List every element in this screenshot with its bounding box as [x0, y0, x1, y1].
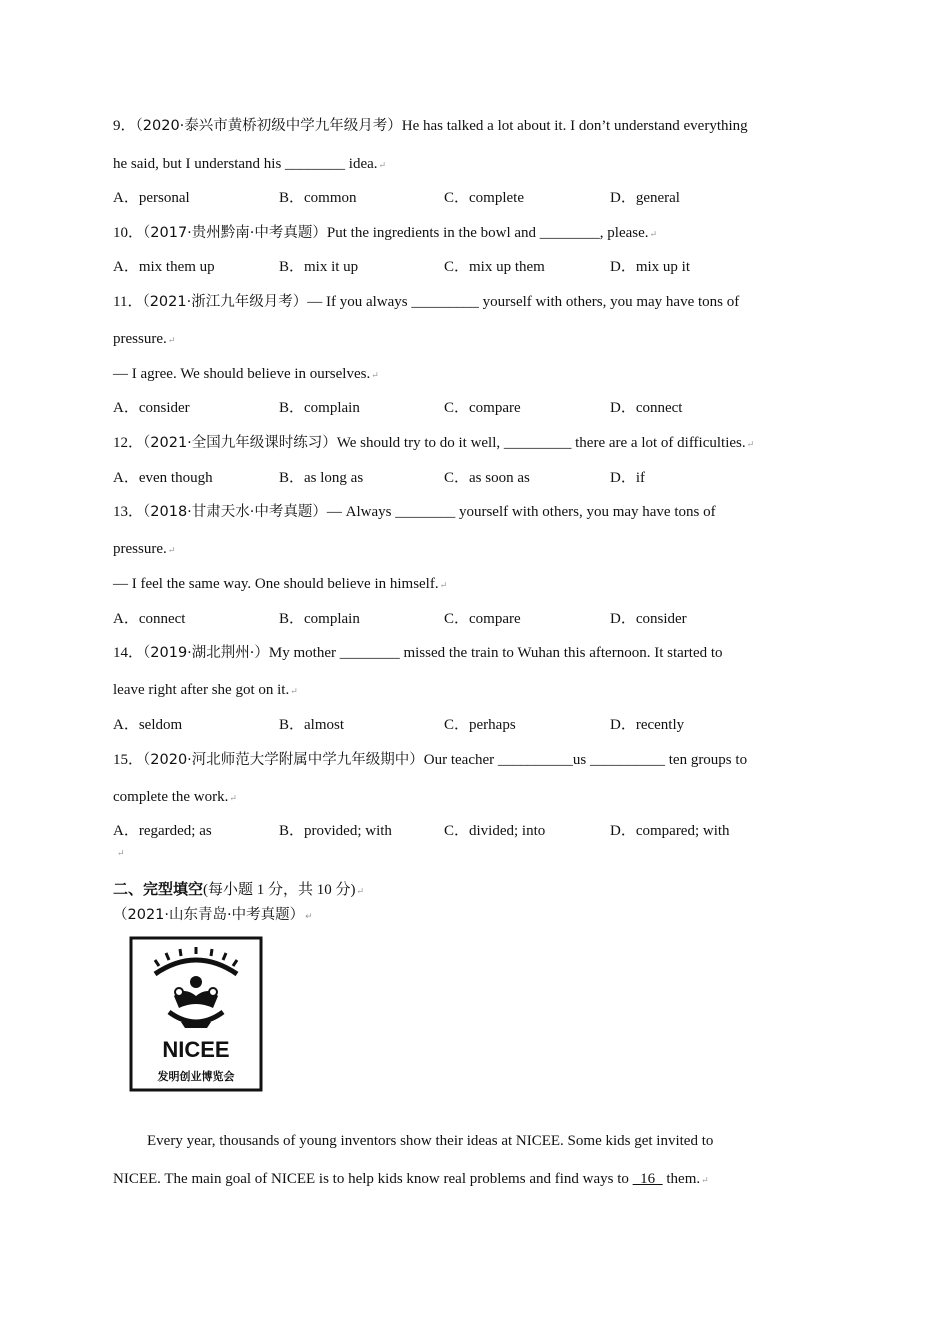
- option-a: A．consider: [113, 400, 190, 416]
- logo-name: NICEE: [162, 1037, 230, 1062]
- question-15-line2: complete the work.↵: [113, 789, 237, 805]
- question-13-line3: — I feel the same way. One should believe in himself.↵: [113, 576, 448, 592]
- option-c: C．mix up them: [444, 259, 545, 275]
- question-13-options: [113, 610, 838, 628]
- passage-source: （2021·山东青岛·中考真题）↵: [113, 907, 313, 923]
- question-source: （2021·浙江九年级月考）: [142, 294, 308, 310]
- option-b: B．provided; with: [279, 823, 392, 839]
- question-11-line2: pressure.↵: [113, 331, 176, 347]
- option-a: A．even though: [113, 470, 213, 486]
- question-11-line1: 11．（2021·浙江九年级月考）— If you always _________ yourself with others, you may have tons of: [113, 294, 740, 310]
- question-11-options: [113, 399, 838, 417]
- question-source: （2020·河北师范大学附属中学九年级期中）: [143, 752, 424, 768]
- option-d: D．general: [610, 190, 680, 206]
- option-a: A．mix them up: [113, 259, 215, 275]
- question-14-options: [113, 716, 838, 734]
- question-14-line1: 14．（2019·湖北荆州·）My mother ________ missed the train to Wuhan this afternoon. It started to: [113, 645, 723, 661]
- question-12-options: [113, 469, 838, 487]
- option-b: B．common: [279, 190, 357, 206]
- logo-subtitle: 发明创业博览会: [157, 1070, 235, 1083]
- question-12-line1: 12．（2021·全国九年级课时练习）We should try to do it well, _________ there are a lot of difficulties.↵: [113, 435, 755, 451]
- option-d: D．consider: [610, 611, 687, 627]
- paragraph-mark: ↵: [117, 848, 125, 858]
- question-9-options: [113, 189, 838, 207]
- option-b: B．complain: [279, 611, 360, 627]
- question-11-line3: — I agree. We should believe in ourselves.↵: [113, 366, 379, 382]
- nicee-logo-image: [129, 936, 263, 1092]
- section-heading: 二、完型填空(每小题 1 分，共 10 分)↵: [113, 880, 365, 898]
- option-a: A．regarded; as: [113, 823, 212, 839]
- option-c: C．compare: [444, 400, 521, 416]
- option-c: C．divided; into: [444, 823, 546, 839]
- question-10-options: [113, 258, 838, 276]
- question-10-line1: 10．（2017·贵州黔南·中考真题）Put the ingredients in the bowl and ________, please.↵: [113, 225, 658, 241]
- question-source: （2019·湖北荆州·）: [143, 645, 269, 661]
- question-source: （2017·贵州黔南·中考真题）: [143, 225, 327, 241]
- option-b: B．as long as: [279, 470, 364, 486]
- question-source: （2020·泰兴市黄桥初级中学九年级月考）: [135, 118, 402, 134]
- passage-text: Every year, thousands of young inventors show their ideas at NICEE. Some kids get invited to NICEE. The main goal of NICEE is to help kids know real problems and find ways to 16 them.↵: [113, 1133, 714, 1187]
- question-source: （2018·甘肃天水·中考真题）: [143, 504, 327, 520]
- question-14-line2: leave right after she got on it.↵: [113, 682, 298, 698]
- option-c: C．as soon as: [444, 470, 530, 486]
- option-c: C．complete: [444, 190, 524, 206]
- option-b: B．mix it up: [279, 259, 359, 275]
- option-d: D．compared; with: [610, 823, 730, 839]
- option-d: D．recently: [610, 717, 685, 733]
- question-15-line1: 15．（2020·河北师范大学附属中学九年级期中）Our teacher __________us __________ ten groups to: [113, 752, 748, 768]
- option-d: D．connect: [610, 400, 683, 416]
- question-15-options: [113, 822, 838, 840]
- option-b: B．complain: [279, 400, 360, 416]
- question-9-line1: 9．（2020·泰兴市黄桥初级中学九年级月考）He has talked a lot about it. I don’t understand everything: [113, 118, 748, 134]
- option-c: C．compare: [444, 611, 521, 627]
- question-source: （2021·全国九年级课时练习）: [143, 435, 337, 451]
- option-d: D．if: [610, 470, 645, 486]
- question-13-line2: pressure.↵: [113, 541, 176, 557]
- option-a: A．personal: [113, 190, 190, 206]
- blank-16: 16: [632, 1171, 663, 1187]
- question-9-line2: he said, but I understand his ________ idea.↵: [113, 156, 387, 172]
- option-c: C．perhaps: [444, 717, 516, 733]
- option-a: A．connect: [113, 611, 186, 627]
- option-b: B．almost: [279, 717, 345, 733]
- option-d: D．mix up it: [610, 259, 691, 275]
- question-13-line1: 13．（2018·甘肃天水·中考真题）— Always ________ yourself with others, you may have tons of: [113, 504, 716, 520]
- option-a: A．seldom: [113, 717, 183, 733]
